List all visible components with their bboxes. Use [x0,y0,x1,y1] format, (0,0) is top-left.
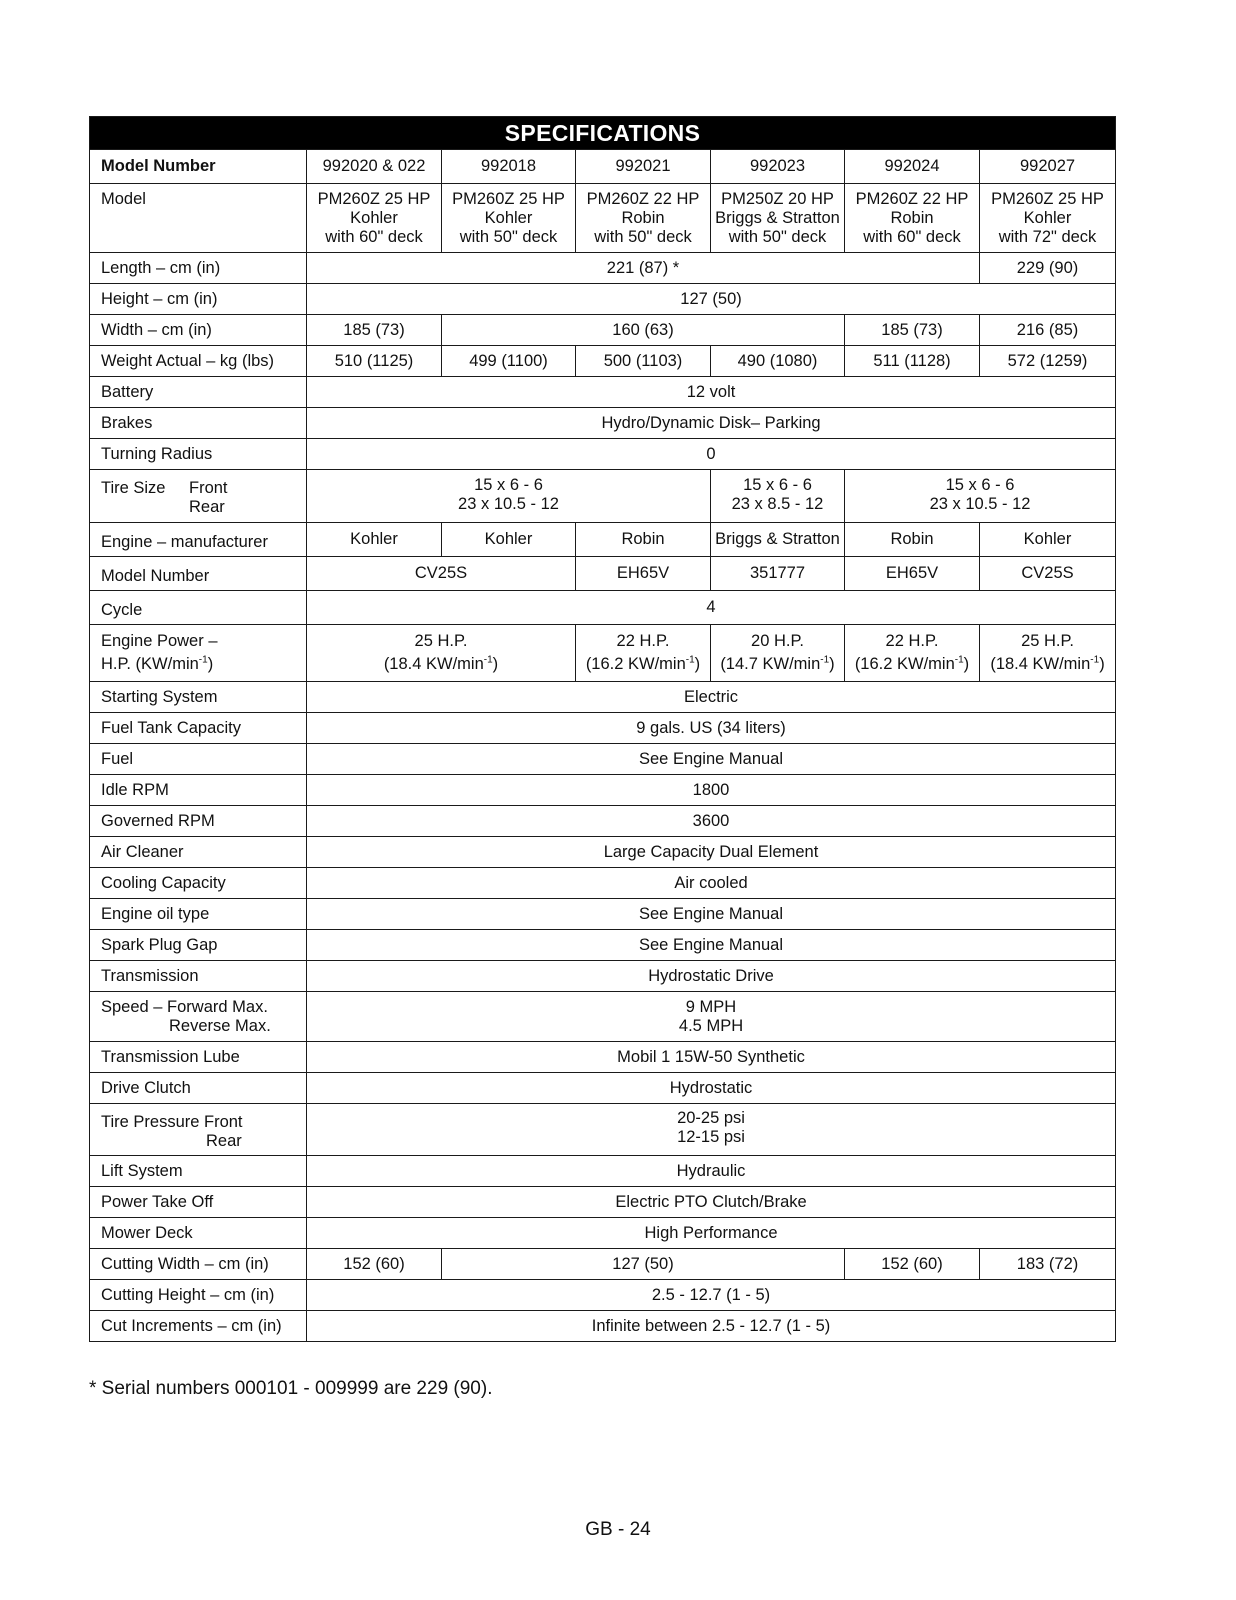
row-label: Tire Size [101,478,166,497]
model-number-cell: 992020 & 022 [307,150,442,184]
row-label: Air Cleaner [90,837,307,868]
cell-line: PM260Z 25 HP [991,190,1104,208]
value-cell: Kohler [442,523,576,557]
cell-line: with 72" deck [998,228,1097,246]
row-label: Idle RPM [90,775,307,806]
value-cell: Robin [845,523,980,557]
row-label-tire-pressure [90,1104,307,1156]
row-label: Height – cm (in) [90,284,307,315]
value-cell: 3600 [307,806,1116,837]
value-cell: 183 (72) [980,1249,1116,1280]
cell-line: 25 H.P. [414,632,468,650]
specifications-table-wrapper [89,116,1115,1342]
model-number-cell: 992018 [442,150,576,184]
cell-line: (16.2 KW/min [585,655,686,673]
cell-line: Robin [621,209,665,227]
value-cell: 216 (85) [980,315,1116,346]
row-label: Tire Pressure Front [101,1112,243,1131]
value-cell: Kohler [307,523,442,557]
cell-line: 15 x 6 - 6 [945,476,1015,494]
cell-line: Robin [890,209,934,227]
value-cell: 12 volt [307,377,1116,408]
table-row [90,150,1116,184]
value-cell: 9 gals. US (34 liters) [307,713,1116,744]
table-row [90,591,1116,625]
value-cell: Hydraulic [307,1156,1116,1187]
cell-line: 20-25 psi [677,1109,745,1127]
table-row [90,1156,1116,1187]
exponent: -1 [685,654,695,666]
value-cell: 499 (1100) [442,346,576,377]
table-row [90,1187,1116,1218]
row-label: Cutting Height – cm (in) [90,1280,307,1311]
cell-line: Kohler [1023,209,1072,227]
row-label: Turning Radius [90,439,307,470]
row-label: Cut Increments – cm (in) [90,1311,307,1342]
table-row [90,775,1116,806]
cell-line: 22 H.P. [616,632,670,650]
value-cell: Kohler [980,523,1116,557]
table-row [90,253,1116,284]
table-row [90,868,1116,899]
model-number-cell: 992021 [576,150,711,184]
value-cell: See Engine Manual [307,899,1116,930]
row-label: Fuel [90,744,307,775]
value-cell: Large Capacity Dual Element [307,837,1116,868]
footnote: * Serial numbers 000101 - 009999 are 229 (90). [89,1378,493,1399]
row-label: Governed RPM [90,806,307,837]
value-cell: 127 (50) [442,1249,845,1280]
row-label: Mower Deck [90,1218,307,1249]
cell-line: with 60" deck [325,228,423,246]
cell-line: 15 x 6 - 6 [474,476,543,494]
value-cell [307,470,711,523]
cell-line: PM260Z 25 HP [452,190,565,208]
table-row [90,744,1116,775]
value-cell: 490 (1080) [711,346,845,377]
value-cell: See Engine Manual [307,930,1116,961]
table-row [90,315,1116,346]
value-cell: Robin [576,523,711,557]
value-cell: CV25S [307,557,576,591]
cell-line: 12-15 psi [677,1128,745,1146]
value-cell: 1800 [307,775,1116,806]
row-label: Cooling Capacity [90,868,307,899]
row-label-speed [90,992,307,1042]
value-cell [576,625,711,682]
value-cell: 185 (73) [845,315,980,346]
cell-line: 4.5 MPH [678,1016,744,1035]
value-cell [711,625,845,682]
row-label: Weight Actual – kg (lbs) [90,346,307,377]
table-title-row [90,117,1116,150]
table-row [90,184,1116,253]
exponent: -1 [1090,654,1100,666]
cell-line: ) [492,655,499,673]
exponent: -1 [820,654,830,666]
cell-line: Kohler [484,209,533,227]
row-label: Power Take Off [90,1187,307,1218]
value-cell: 0 [307,439,1116,470]
row-sublabel: Rear [189,497,225,516]
cell-line: PM260Z 25 HP [317,190,431,208]
cell-line: 25 H.P. [1021,632,1074,650]
value-cell [307,992,1116,1042]
value-cell: 2.5 - 12.7 (1 - 5) [307,1280,1116,1311]
exponent: -1 [483,654,493,666]
row-label: Model [90,184,307,253]
value-cell: 185 (73) [307,315,442,346]
row-label: Speed – Forward Max. [101,997,268,1016]
cell-line: 15 x 6 - 6 [743,476,812,494]
table-row [90,1280,1116,1311]
table-row [90,408,1116,439]
row-label-part: ) [207,655,214,673]
table-row [90,806,1116,837]
row-label: Battery [90,377,307,408]
row-label: Length – cm (in) [90,253,307,284]
value-cell: EH65V [845,557,980,591]
value-cell: Briggs & Stratton [711,523,845,557]
cell-line: ) [694,655,701,673]
cell-line: 22 H.P. [885,632,939,650]
row-label: Transmission Lube [90,1042,307,1073]
value-cell: Hydrostatic [307,1073,1116,1104]
cell-line: with 50" deck [728,228,827,246]
table-row [90,930,1116,961]
model-cell [576,184,711,253]
value-cell: 572 (1259) [980,346,1116,377]
value-cell [307,625,576,682]
row-label-engine-power [90,625,307,682]
cell-line: PM260Z 22 HP [855,190,969,208]
value-cell [711,470,845,523]
model-number-cell: 992024 [845,150,980,184]
row-label: Engine oil type [90,899,307,930]
cell-line: 23 x 10.5 - 12 [458,495,559,513]
row-label: Cutting Width – cm (in) [90,1249,307,1280]
value-cell: See Engine Manual [307,744,1116,775]
table-row [90,1073,1116,1104]
value-cell: Electric PTO Clutch/Brake [307,1187,1116,1218]
table-row [90,557,1116,591]
row-label-part: H.P. (KW/min [101,655,199,673]
value-cell: 229 (90) [980,253,1116,284]
row-label: Starting System [90,682,307,713]
table-row [90,625,1116,682]
cell-line: ) [829,655,835,673]
cell-line: Kohler [350,209,398,227]
table-row [90,1104,1116,1156]
row-sublabel: Front [189,478,228,497]
value-cell: 152 (60) [307,1249,442,1280]
cell-line: 9 MPH [685,997,737,1016]
value-cell [307,1104,1116,1156]
value-cell: 351777 [711,557,845,591]
row-label-tire-size [90,470,307,523]
table-row [90,837,1116,868]
table-title: SPECIFICATIONS [90,117,1116,150]
value-cell: 127 (50) [307,284,1116,315]
value-cell [845,470,1116,523]
row-label: Width – cm (in) [90,315,307,346]
row-label: Engine – manufacturer [90,523,307,557]
value-cell: Hydro/Dynamic Disk– Parking [307,408,1116,439]
model-cell [307,184,442,253]
value-cell: 510 (1125) [307,346,442,377]
value-cell: 511 (1128) [845,346,980,377]
cell-line: with 50" deck [459,228,558,246]
table-row [90,284,1116,315]
specifications-table [89,116,1116,1342]
model-cell [980,184,1116,253]
cell-line: 20 H.P. [751,632,804,650]
value-cell: Air cooled [307,868,1116,899]
cell-line: 23 x 8.5 - 12 [731,495,824,513]
cell-line: PM250Z 20 HP [721,190,834,208]
exponent: -1 [954,654,964,666]
row-sublabel: Rear [206,1131,242,1150]
row-label: Model Number [90,557,307,591]
row-sublabel: Reverse Max. [169,1016,271,1035]
table-row [90,1311,1116,1342]
table-row [90,377,1116,408]
table-row [90,470,1116,523]
table-row [90,1218,1116,1249]
table-row [90,682,1116,713]
row-label: Cycle [90,591,307,625]
row-label: Spark Plug Gap [90,930,307,961]
cell-line: with 60" deck [863,228,961,246]
cell-line: with 50" deck [594,228,692,246]
table-row [90,439,1116,470]
value-cell: EH65V [576,557,711,591]
cell-line: ) [963,655,970,673]
cell-line: (18.4 KW/min [383,655,484,673]
cell-line: (14.7 KW/min [720,655,821,673]
cell-line: ) [1099,655,1105,673]
row-label: Brakes [90,408,307,439]
table-row [90,346,1116,377]
value-cell: Electric [307,682,1116,713]
value-cell [980,625,1116,682]
table-row [90,713,1116,744]
value-cell: CV25S [980,557,1116,591]
cell-line: PM260Z 22 HP [586,190,700,208]
table-row [90,961,1116,992]
table-row [90,899,1116,930]
value-cell [845,625,980,682]
value-cell: 4 [307,591,1116,625]
cell-line: 23 x 10.5 - 12 [929,495,1031,513]
value-cell: 160 (63) [442,315,845,346]
value-cell: Mobil 1 15W-50 Synthetic [307,1042,1116,1073]
model-cell [442,184,576,253]
row-label: Lift System [90,1156,307,1187]
table-row [90,992,1116,1042]
model-cell [845,184,980,253]
exponent: -1 [198,654,208,666]
row-label: Engine Power – [101,632,218,650]
model-cell [711,184,845,253]
row-label: Model Number [90,150,307,184]
value-cell: 500 (1103) [576,346,711,377]
value-cell: Hydrostatic Drive [307,961,1116,992]
value-cell: High Performance [307,1218,1116,1249]
model-number-cell: 992023 [711,150,845,184]
cell-line: Briggs & Stratton [715,209,840,227]
value-cell: 221 (87) * [307,253,980,284]
row-label: Drive Clutch [90,1073,307,1104]
row-label: Transmission [90,961,307,992]
table-row [90,1042,1116,1073]
cell-line: (16.2 KW/min [854,655,955,673]
table-row [90,523,1116,557]
page-number: GB - 24 [585,1519,651,1540]
value-cell: 152 (60) [845,1249,980,1280]
row-label: Fuel Tank Capacity [90,713,307,744]
model-number-cell: 992027 [980,150,1116,184]
cell-line: (18.4 KW/min [990,655,1091,673]
table-row [90,1249,1116,1280]
value-cell: Infinite between 2.5 - 12.7 (1 - 5) [307,1311,1116,1342]
